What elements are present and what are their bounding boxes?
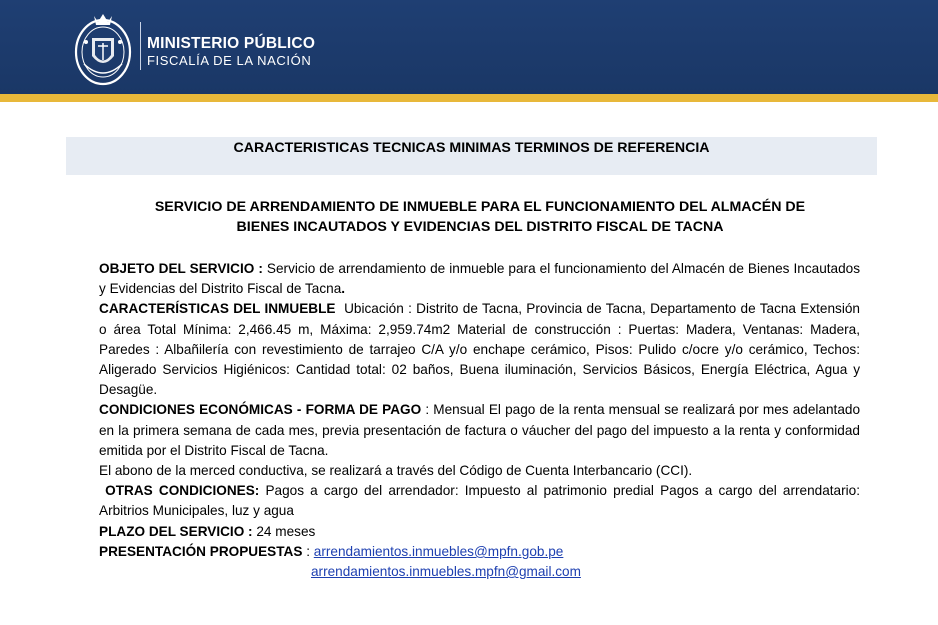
abono-paragraph: El abono de la merced conductiva, se realizará a través del Código de Cuenta Interbancario (CCI). (99, 463, 693, 479)
otras-label: OTRAS CONDICIONES: (105, 483, 260, 499)
national-seal-icon (72, 8, 134, 88)
email-link-primary[interactable]: arrendamientos.inmuebles@mpfn.gob.pe (313, 543, 564, 559)
document-body (99, 259, 860, 582)
caracteristicas-text: Ubicación : Distrito de Tacna, Provincia de Tacna, Departamento de Tacna Extensión o área Total Mínima: 2,466.45 m, Máxima: 2,959.74m2 Material de construcción : Puertas: Madera, Ventanas: Madera, Paredes : Albañilería con revestimiento de tarrajeo C/A y/o enchape cerámico, Pisos: Pulido c/ocre y/o cerámico, Techos: Aligerado Servicios Higiénicos: Cantidad total: 02 baños, Buena iluminación, Servicios Básicos, Energía Eléctrica, Agua y Desagüe. (99, 301, 860, 398)
email-link-secondary[interactable]: arrendamientos.inmuebles.mpfn@gmail.com (311, 564, 581, 580)
service-title (110, 197, 850, 237)
service-title-line2: BIENES INCAUTADOS Y EVIDENCIAS DEL DISTRITO FISCAL DE TACNA (236, 219, 724, 235)
caracteristicas-label: CARACTERÍSTICAS DEL INMUEBLE (99, 301, 336, 317)
otras-text: Pagos a cargo del arrendador: Impuesto al patrimonio predial Pagos a cargo del arrendatario: Arbitrios Municipales, luz y agua (99, 483, 860, 519)
plazo-paragraph (99, 522, 860, 542)
objeto-paragraph (99, 259, 860, 299)
plazo-label: PLAZO DEL SERVICIO : (99, 523, 253, 539)
otras-paragraph (99, 481, 860, 521)
objeto-text: Servicio de arrendamiento de inmueble para el funcionamiento del Almacén de Bienes Incautados y Evidencias del Distrito Fiscal de Tacna (99, 261, 861, 297)
presentacion-paragraph (99, 542, 860, 562)
objeto-label: OBJETO DEL SERVICIO : (99, 261, 263, 276)
header-divider (140, 22, 141, 70)
service-title-line1: SERVICIO DE ARRENDAMIENTO DE INMUEBLE PARA EL FUNCIONAMIENTO DEL ALMACÉN DE (154, 199, 806, 215)
objeto-end: . (341, 281, 346, 297)
caracteristicas-paragraph (99, 299, 860, 400)
header-accent-stripe (0, 94, 938, 102)
condiciones-label: CONDICIONES ECONÓMICAS - FORMA DE PAGO (99, 402, 422, 418)
condiciones-text: : Mensual El pago de la renta mensual se realizará por mes adelantado en la primera semana de cada mes, previa presentación de factura o váucher del pago del impuesto a la renta y conformidad emitida por el Distrito Fiscal de Tacna. (99, 402, 860, 458)
plazo-text: 24 meses (256, 523, 316, 539)
presentacion-separator: : (302, 543, 314, 559)
org-subtitle: FISCALÍA DE LA NACIÓN (147, 53, 312, 68)
presentacion-label: PRESENTACIÓN PROPUESTAS (99, 543, 303, 559)
condiciones-paragraph (99, 400, 860, 461)
section-title: CARACTERISTICAS TECNICAS MINIMAS TERMINOS DE REFERENCIA (233, 140, 710, 156)
org-name: MINISTERIO PÚBLICO (147, 35, 316, 52)
presentacion-email2-line (99, 562, 860, 582)
